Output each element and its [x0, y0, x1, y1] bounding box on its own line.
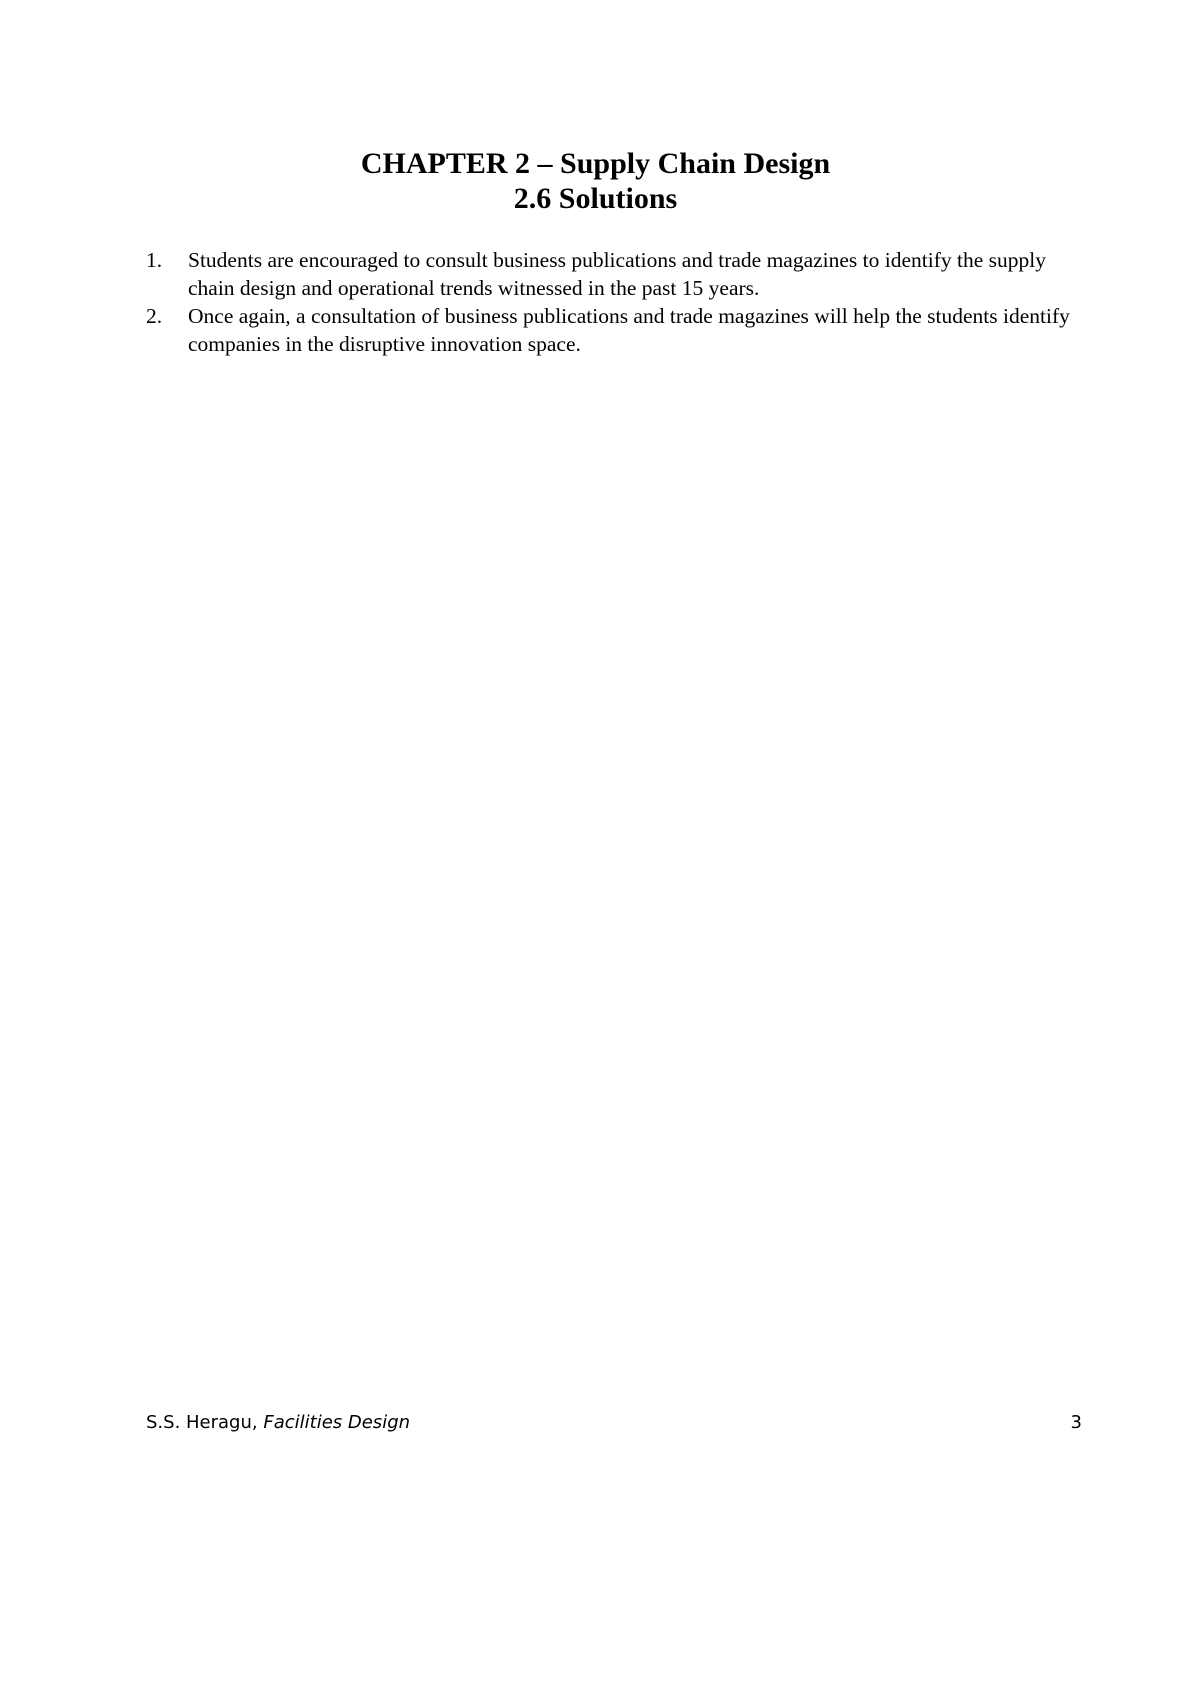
- list-item: [146, 246, 1092, 302]
- item-text: Once again, a consultation of business publications and trade magazines will help the students identify companies in the disruptive innovation space.: [188, 304, 1070, 356]
- footer-citation: [146, 1412, 410, 1434]
- page-number: 3: [1070, 1412, 1082, 1433]
- section-title: 2.6 Solutions: [513, 182, 678, 215]
- list-item: [146, 302, 1092, 358]
- footer-book-title: Facilities Design: [263, 1412, 411, 1433]
- item-number: 1.: [146, 248, 163, 272]
- footer-author: S.S. Heragu,: [146, 1412, 258, 1433]
- page-footer: [146, 1412, 1082, 1434]
- item-text: Students are encouraged to consult business publications and trade magazines to identify the supply chain design and operational trends witnessed in the past 15 years.: [188, 248, 1047, 300]
- item-number: 2.: [146, 304, 163, 328]
- solutions-list: [146, 246, 1092, 358]
- chapter-heading: [0, 146, 1191, 216]
- chapter-title: CHAPTER 2 – Supply Chain Design: [360, 147, 831, 180]
